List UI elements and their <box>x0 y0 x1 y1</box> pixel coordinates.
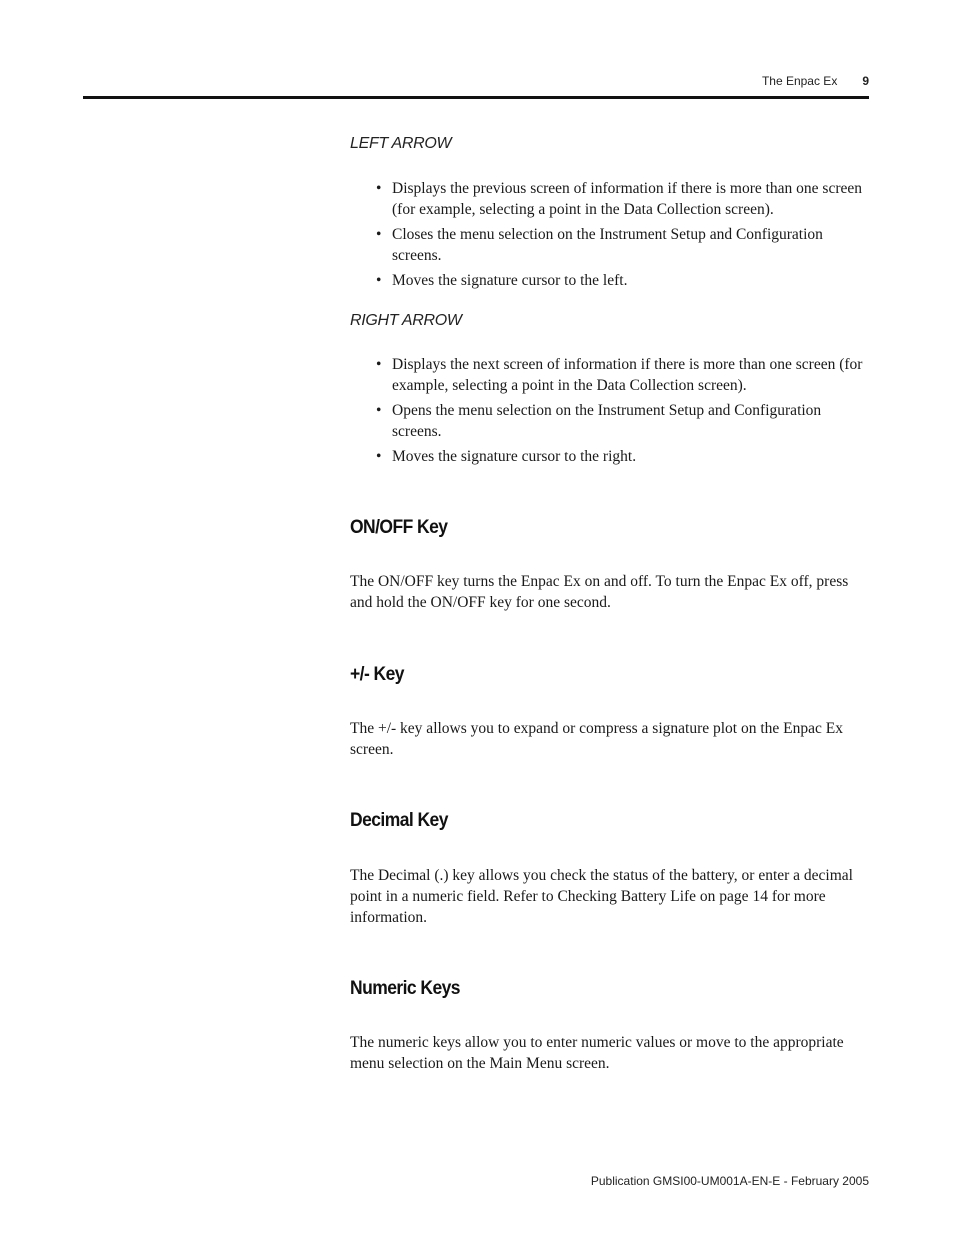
bullet-glyph: • <box>376 448 382 465</box>
bullet-glyph: • <box>376 356 382 373</box>
right-arrow-subhead: RIGHT ARROW <box>350 312 462 329</box>
list-item-text: Moves the signature cursor to the right. <box>392 448 637 465</box>
left-arrow-subhead: LEFT ARROW <box>350 135 452 152</box>
plus-minus-key-heading: +/- Key <box>350 664 404 685</box>
list-item <box>376 270 870 291</box>
on-off-key-paragraph: The ON/OFF key turns the Enpac Ex on and off. To turn the Enpac Ex off, press and hold the ON/OFF key for one second. <box>350 573 849 611</box>
header-rule <box>83 96 869 99</box>
bullet-glyph: • <box>376 226 382 243</box>
list-item-text: Opens the menu selection on the Instrument Setup and Configuration screens. <box>392 402 822 440</box>
left-arrow-bullet-list <box>376 178 870 295</box>
bullet-glyph: • <box>376 180 382 197</box>
on-off-key-heading: ON/OFF Key <box>350 517 448 538</box>
numeric-keys-paragraph: The numeric keys allow you to enter numeric values or move to the appropriate menu selection on the Main Menu screen. <box>350 1034 844 1072</box>
bullet-glyph: • <box>376 272 382 289</box>
header-title: The Enpac Ex <box>761 74 838 88</box>
numeric-keys-heading: Numeric Keys <box>350 978 460 999</box>
right-arrow-bullet-list <box>376 354 870 471</box>
list-item-text: Displays the next screen of information if there is more than one screen (for example, selecting a point in the Data Collection screen). <box>392 356 863 394</box>
list-item <box>376 178 870 220</box>
bullet-glyph: • <box>376 402 382 419</box>
decimal-key-paragraph: The Decimal (.) key allows you check the status of the battery, or enter a decimal point in a numeric field. Refer to Checking Battery Life on page 14 for more information. <box>350 867 853 926</box>
plus-minus-key-paragraph: The +/- key allows you to expand or compress a signature plot on the Enpac Ex screen. <box>350 720 843 758</box>
running-header <box>762 74 869 88</box>
decimal-key-heading: Decimal Key <box>350 810 448 831</box>
publication-footer: Publication GMSI00-UM001A-EN-E - February 2005 <box>590 1174 869 1188</box>
list-item <box>376 446 870 467</box>
list-item-text: Closes the menu selection on the Instrument Setup and Configuration screens. <box>392 226 823 264</box>
list-item <box>376 354 870 396</box>
list-item-text: Moves the signature cursor to the left. <box>392 272 628 289</box>
list-item <box>376 224 870 266</box>
list-item-text: Displays the previous screen of information if there is more than one screen (for example, selecting a point in the Data Collection screen). <box>392 180 863 218</box>
page-number: 9 <box>862 74 869 88</box>
list-item <box>376 400 870 442</box>
